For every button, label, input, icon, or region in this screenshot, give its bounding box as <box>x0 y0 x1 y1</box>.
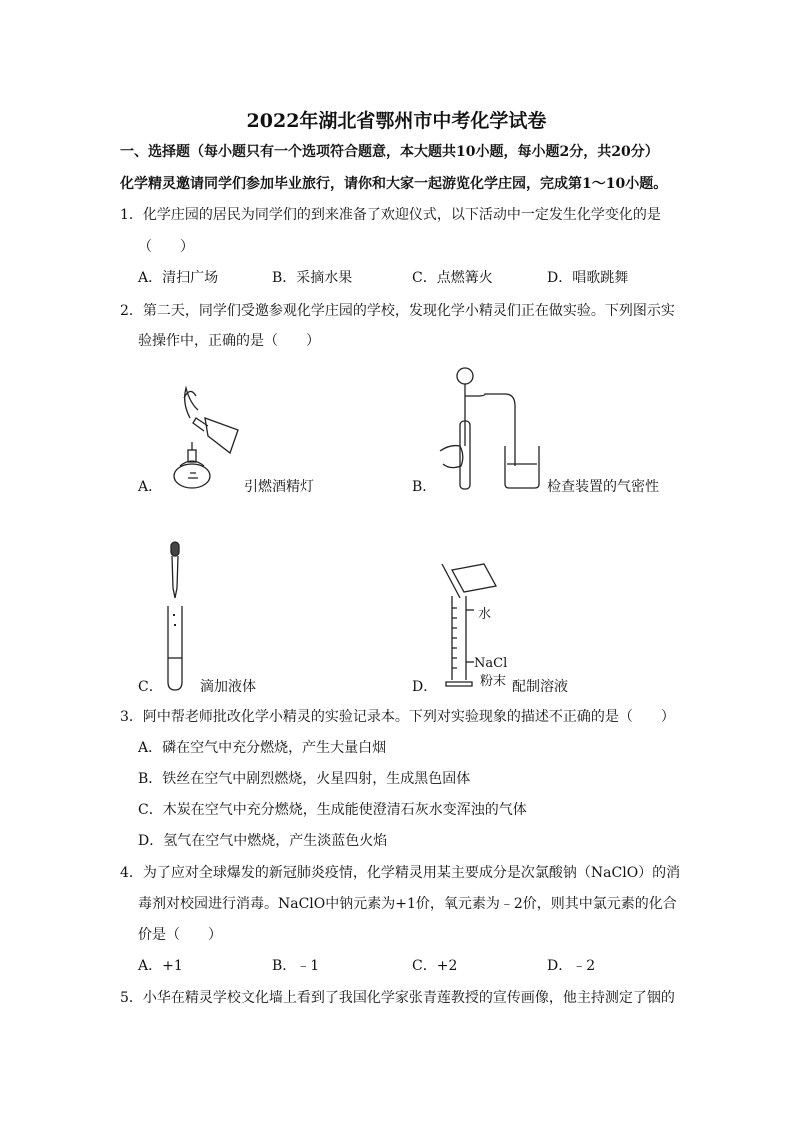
q2-option-d-caption: 配制溶液 <box>512 679 568 695</box>
q1-option-c: C．点燃篝火 <box>412 270 493 286</box>
q2-stem: 2．第二天，同学们受邀参观化学庄园的学校，发现化学小精灵们正在做实验。下列图示实 <box>120 303 675 319</box>
q2-option-d-letter: D． <box>412 679 438 695</box>
q3-option-c: C．木炭在空气中充分燃烧，生成能使澄清石灰水变浑浊的气体 <box>138 802 527 818</box>
label-nacl: NaCl <box>474 656 508 671</box>
label-powder: 粉末 <box>480 674 507 689</box>
page-title: 2022年湖北省鄂州市中考化学试卷 <box>246 110 547 132</box>
q2-option-b-caption: 检查装置的气密性 <box>547 479 659 495</box>
figure-dropper <box>160 540 190 692</box>
q2-option-b-letter: B． <box>412 479 437 495</box>
q4-option-d: D．﹣2 <box>547 958 596 974</box>
section-heading: 一、选择题（每小题只有一个选项符合题意，本大题共10小题，每小题2分，共20分） <box>120 144 659 160</box>
figure-airtightness-check <box>435 366 545 491</box>
q4-stem-cont: 毒剂对校园进行消毒。NaClO中钠元素为+1价，氧元素为﹣2价，则其中氯元素的化合 <box>138 896 677 912</box>
q4-option-c: C．+2 <box>412 958 458 974</box>
q5-stem: 5．小华在精灵学校文化墙上看到了我国化学家张青莲教授的宣传画像，他主持测定了铟的 <box>120 990 675 1006</box>
q4-stem: 4．为了应对全球爆发的新冠肺炎疫情，化学精灵用某主要成分是次氯酸钠（NaClO）的消 <box>120 865 681 881</box>
q2-option-a-caption: 引燃酒精灯 <box>244 479 314 495</box>
q2-option-c-letter: C． <box>138 679 163 695</box>
q1-option-b: B．采摘水果 <box>272 270 353 286</box>
q3-option-d: D．氢气在空气中燃烧，产生淡蓝色火焰 <box>138 833 388 849</box>
q3-stem: 3．阿中帮老师批改化学小精灵的实验记录本。下列对实验现象的描述不正确的是（ ） <box>120 709 675 725</box>
q1-blank: （ ） <box>138 239 194 255</box>
q4-option-b: B．﹣1 <box>272 958 320 974</box>
q3-option-b: B．铁丝在空气中剧烈燃烧，火星四射，生成黑色固体 <box>138 771 471 787</box>
q1-option-d: D．唱歌跳舞 <box>547 270 629 286</box>
q2-option-c-caption: 滴加液体 <box>200 679 256 695</box>
q4-stem-end: 价是（ ） <box>138 927 222 943</box>
q1-stem: 1．化学庄园的居民为同学们的到来准备了欢迎仪式，以下活动中一定发生化学变化的是 <box>120 207 661 223</box>
q2-option-a-letter: A． <box>138 479 163 495</box>
q2-stem-cont: 验操作中，正确的是（ ） <box>138 333 320 349</box>
q4-option-a: A．+1 <box>138 958 183 974</box>
q3-option-a: A．磷在空气中充分燃烧，产生大量白烟 <box>138 740 387 756</box>
figure-alcohol-lamp <box>160 378 245 493</box>
label-water: 水 <box>478 607 492 622</box>
intro-text: 化学精灵邀请同学们参加毕业旅行，请你和大家一起游览化学庄园，完成第1～10小题。 <box>120 176 668 192</box>
q1-option-a: A．清扫广场 <box>138 270 219 286</box>
